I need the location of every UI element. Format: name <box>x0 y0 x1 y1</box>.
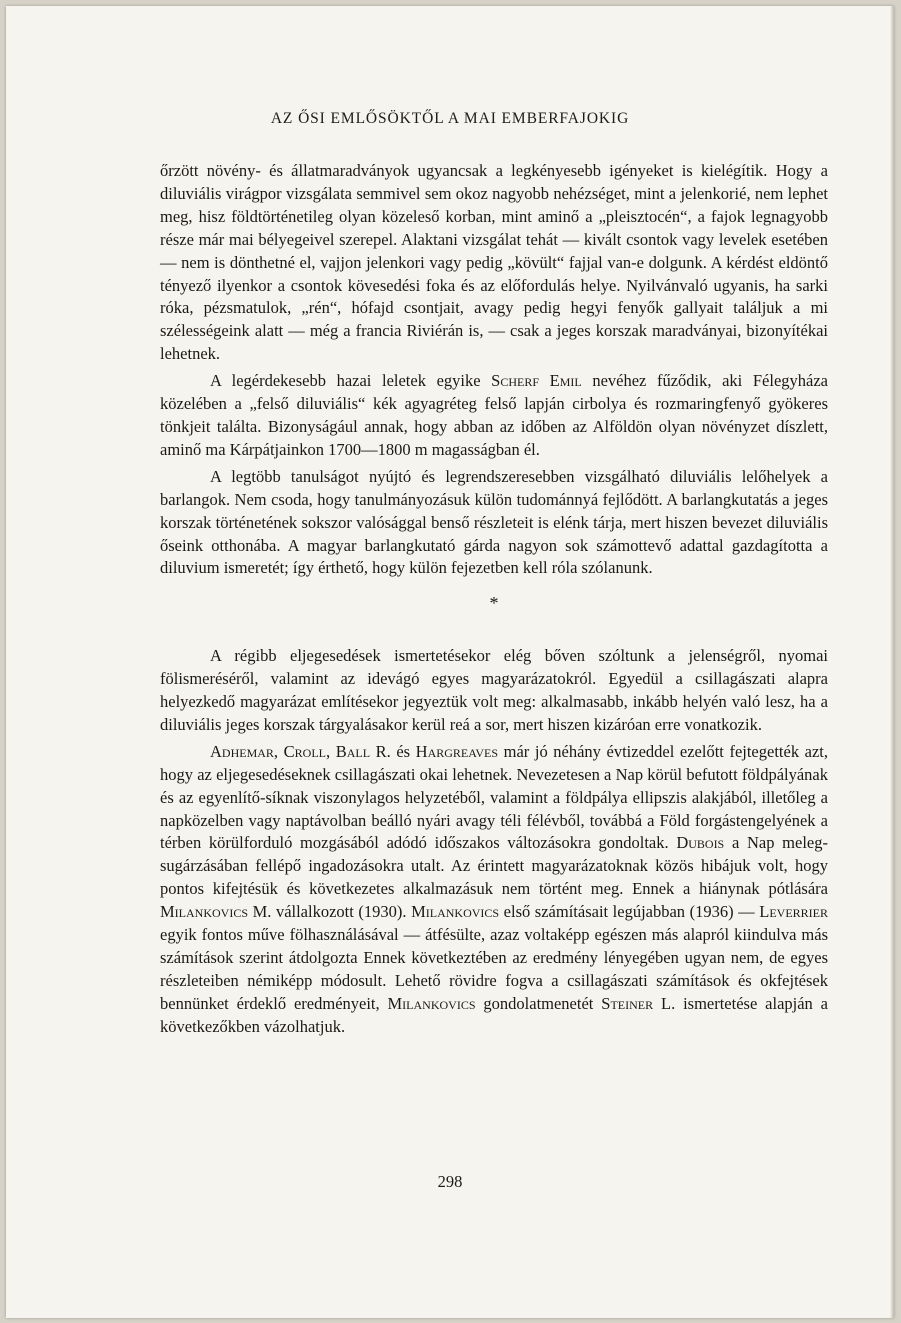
paragraph-5: Adhemar, Croll, Ball R. és Hargreaves már jó néhány évtizeddel ezelőtt fejtegették azt, hogy az eljegesedéseknek csillagászati okai lehetnek. Nevezetesen a Nap körül befutott földpályának és az egyenlítő-síknak viszonylagos helyzetéből, valamint a földpálya ellipszis alakjából, illetőleg a napközelben vagy naptávolban beálló nyári avagy téli félévből, továbbá a Föld forgástengelyének a térben körülforduló mozgásából adódó időszakos változásokra gondoltak. Dubois a Nap meleg-sugárzásában fellépő ingadozásokra utalt. Az érintett magyarázatoknak közös hibájuk volt, hogy pontos kifejtésük és következetes alkalmazásuk nem történt meg. Ennek a hiánynak pótlására Milankovics M. vállalkozott (1930). Milankovics első számításait legújabban (1936) — Leverrier egyik fontos műve fölhasználásával — átfésülte, azaz voltaképp egészen más alapról kiindulva más számítások szerint átdolgozta Ennek következtében az eredmény lényegében ugyan nem, de egyes részleteiben némiképp módosult. Lehető rövidre fogva a csillagászati számítások és okfejtések bennünket érdeklő eredményeit, Milankovics gondolatmenetét Steiner L. ismertetése alapján a következőkben vázolhatjuk. <box>160 741 829 1036</box>
running-header: AZ ŐSI EMLŐSÖKTŐL A MAI EMBERFAJOKIG <box>270 110 630 127</box>
body-text <box>160 160 828 1043</box>
paragraph-4: A régibb eljegesedések ismertetésekor elég bőven szóltunk a jelenségről, nyomai fölismeréséről, valamint az idevágó egyes magyarázatokról. Egyedül a csillagászati alapra helyezkedő magyarázat említésekor jegyeztük volt meg: alkalmasabb, inkább helyén való lesz, ha a diluviális jeges korszak tárgyalásakor kerül reá a sor, mert hiszen kizáróan erre vonatkozik. <box>160 646 828 734</box>
paragraph-3: A legtöbb tanulságot nyújtó és legrendszeresebben vizsgálható diluviális lelőhelyek a barlangok. Nem csoda, hogy tanulmányozásuk külön tudománnyá fejlődött. A barlangkutatás a jeges korszak történetének sokszor valósággal benső részleteit is elénk tárja, mert hiszen bevezet diluviális őseink otthonába. A magyar barlangkutató gárda nagyon sok számottevő adattal gazdagította a diluvium ismeretét; így érthető, hogy külön fejezetben kell róla szólanunk. <box>160 466 828 578</box>
paragraph-1: őrzött növény- és állatmaradványok ugyancsak a legkényesebb igényeket is kielégítik. Hogy a diluviális virágpor vizsgálata semmivel sem okoz nagyobb nehézséget, mint a jelenkorié, nem lephet meg, hisz földtörténetileg olyan közeleső korban, mint aminő a „pleisztocén“, a fajok legnagyobb része már mai bélyegeivel szerepel. Alaktani vizsgálat tehát — kivált csontok vagy levelek esetében — nem is dönthetné el, vajjon jelenkori vagy pedig „kövült“ fajjal van-e dolgunk. A kérdést eldöntő tényező ilyenkor a csontok kövesedési foka és az előfordulás helye. Nyilvánvaló ugyanis, ha sarki róka, pézsmatulok, „rén“, hófajd csontjait, avagy pedig hegyi fenyők gallyait találjuk a mi szélességeink alatt — még a francia Riviérán is, — csak a jeges korszak maradványai, bizonyítékai lehetnek. <box>160 161 828 364</box>
paragraph-2: A legérdekesebb hazai leletek egyike Scherf Emil nevéhez fűződik, aki Félegyháza közelében a „felső diluviális“ kék agyagréteg felső lapján cirbolya és rozmaringfenyő gyökeres tönkjeit találta. Bizonyságául annak, hogy abban az időben az Alföldön olyan növényzet díszlett, aminő ma Kárpátjainkon 1700—1800 m magasságban él. <box>160 371 829 459</box>
section-separator: * <box>489 593 499 614</box>
page-number: 298 <box>437 1172 463 1191</box>
book-page <box>6 6 894 1318</box>
